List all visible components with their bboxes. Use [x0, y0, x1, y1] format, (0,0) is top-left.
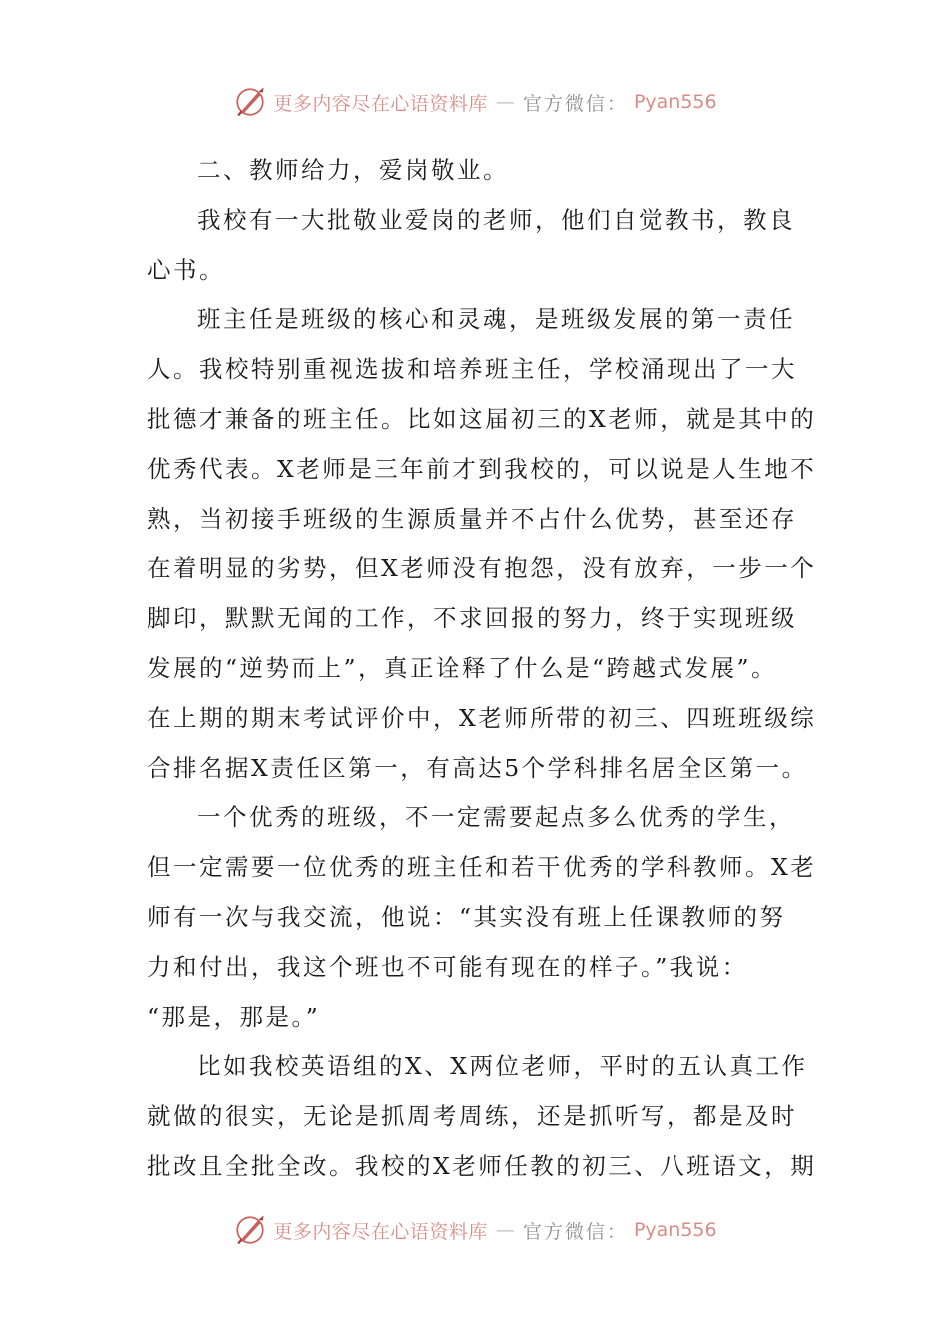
banner-content — [233, 85, 716, 119]
text-line: 发展的“逆势而上”，真正诠释了什么是“跨越式发展”。 — [147, 653, 778, 682]
text-line: 在着明显的劣势，但X老师没有抱怨，没有放弃，一步一个 — [147, 554, 817, 583]
banner-title: 更多内容尽在心语资料库 — [273, 1220, 488, 1243]
banner-wechat-id: Pyan556 — [633, 91, 717, 113]
quill-logo-icon — [233, 1213, 267, 1247]
text-line: 在上期的期末考试评价中，X老师所带的初三、四班班级综 — [147, 703, 817, 732]
text-line: 就做的很实，无论是抓周考周练，还是抓听写，都是及时 — [147, 1102, 797, 1131]
text-line: 合排名据X责任区第一，有高达5个学科排名居全区第一。 — [147, 753, 808, 782]
banner-separator: — — [495, 1219, 515, 1241]
banner-separator: — — [495, 91, 515, 113]
text-line: 师有一次与我交流，他说：“其实没有班上任课教师的努 — [147, 902, 786, 931]
text-line: 但一定需要一位优秀的班主任和若干优秀的学科教师。X老 — [147, 853, 817, 882]
text-line: 比如我校英语组的X、X两位老师，平时的五认真工作 — [197, 1052, 808, 1081]
text-line: 力和付出，我这个班也不可能有现在的样子。”我说： — [147, 952, 748, 981]
banner-title: 更多内容尽在心语资料库 — [273, 92, 488, 115]
text-line: “那是，那是。” — [147, 1002, 321, 1031]
text-line: 熟，当初接手班级的生源质量并不占什么优势，甚至还存 — [147, 504, 797, 533]
banner-wechat-id: Pyan556 — [633, 1219, 717, 1241]
header-watermark-banner — [0, 82, 950, 122]
document-body — [147, 146, 817, 1192]
text-line: 人。我校特别重视选拔和培养班主任，学校涌现出了一大 — [147, 355, 797, 384]
text-line: 心书。 — [147, 255, 225, 284]
banner-content — [233, 1213, 716, 1247]
text-line: 优秀代表。X老师是三年前才到我校的，可以说是人生地不 — [147, 454, 817, 483]
text-line: 批改且全批全改。我校的X老师任教的初三、八班语文，期 — [147, 1151, 817, 1180]
quill-logo-icon — [233, 85, 267, 119]
text-line: 脚印，默默无闻的工作，不求回报的努力，终于实现班级 — [147, 604, 797, 633]
banner-wechat-label: 官方微信： — [522, 92, 628, 115]
text-line: 一个优秀的班级，不一定需要起点多么优秀的学生， — [197, 803, 795, 832]
text-line: 班主任是班级的核心和灵魂，是班级发展的第一责任 — [197, 305, 795, 334]
text-line: 批德才兼备的班主任。比如这届初三的X老师，就是其中的 — [147, 404, 817, 433]
text-line: 二、教师给力，爱岗敬业。 — [197, 156, 509, 184]
footer-watermark-banner — [0, 1210, 950, 1250]
banner-wechat-label: 官方微信： — [522, 1220, 628, 1243]
text-line: 我校有一大批敬业爱岗的老师，他们自觉教书，教良 — [197, 205, 795, 234]
